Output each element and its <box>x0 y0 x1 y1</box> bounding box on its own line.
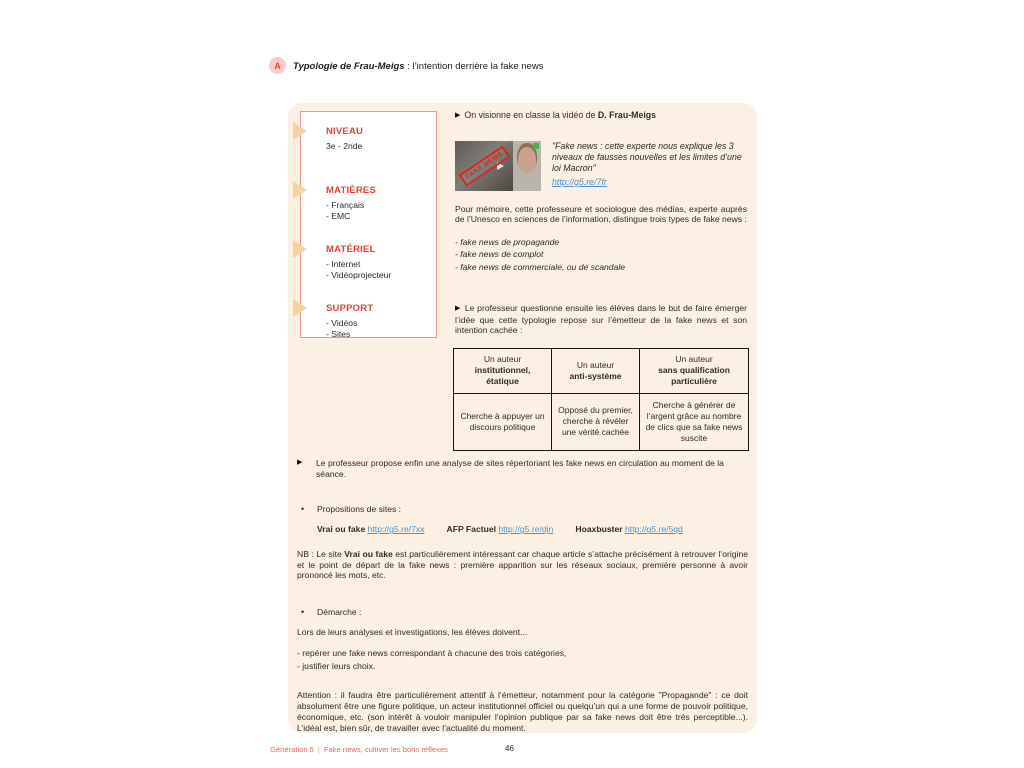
lesson-info-box <box>300 111 437 338</box>
demarche-label <box>297 607 748 618</box>
dot-bullet-icon: • <box>301 504 305 515</box>
site-link[interactable]: http://g5.re/djn <box>498 524 554 535</box>
triangle-marker-icon <box>293 122 307 140</box>
site-name: Hoaxbuster <box>575 524 623 535</box>
info-section-matieres <box>301 185 436 222</box>
site-hoaxbuster <box>575 524 682 535</box>
table-header-row <box>454 348 749 393</box>
info-section-materiel <box>301 244 436 281</box>
questionne-paragraph <box>455 303 747 336</box>
page-title-rest: : l’intention derrière la fake news <box>404 61 544 72</box>
header-bold: sans qualification particulière <box>658 365 730 387</box>
info-section-label: NIVEAU <box>326 126 364 137</box>
table-header-cell <box>552 348 640 393</box>
video-caption <box>552 141 747 191</box>
footer-brand: Génération 5 <box>270 745 314 754</box>
intro-author: D. Frau-Meigs <box>597 110 657 120</box>
page-title <box>293 61 543 72</box>
info-item: - Vidéoprojecteur <box>326 270 392 281</box>
page-title-bold: Typologie de Frau-Meigs <box>293 61 405 72</box>
info-section-items <box>326 200 436 222</box>
type-item: - fake news de propagande <box>455 236 560 247</box>
table-cell: Opposé du premier, cherche à révéler une vérité cachée <box>552 393 640 450</box>
sites-row <box>297 524 748 535</box>
site-vrai-ou-fake <box>317 524 425 535</box>
type-item: - fake news de commerciale, ou de scandale <box>455 262 626 273</box>
info-section-label: MATÉRIEL <box>326 244 376 255</box>
bottom-section <box>297 458 748 733</box>
site-name: AFP Factuel <box>446 524 497 535</box>
table-header-cell <box>640 348 749 393</box>
info-section-support <box>301 303 436 340</box>
info-item: - EMC <box>326 211 351 222</box>
info-section-label: MATIÈRES <box>326 185 376 196</box>
questionne-text: Le professeur questionne ensuite les élèves dans le but de faire émerger l’idée que cette typologie repose sur l’émetteur de la fake news et son intention cachée : <box>455 303 747 336</box>
intro-line <box>455 110 747 122</box>
table-body-row <box>454 393 749 450</box>
play-bullet-icon: ▶ <box>455 305 461 313</box>
video-thumbnail[interactable] <box>455 141 541 191</box>
site-afp-factuel <box>447 524 554 535</box>
propositions-label <box>297 504 748 515</box>
fake-news-stamp: FAKE NEWS <box>459 145 511 186</box>
demarche-item: - justifier leurs choix. <box>297 660 376 671</box>
main-column <box>455 110 747 451</box>
play-bullet-icon: ▶ <box>297 459 303 466</box>
memo-paragraph: Pour mémoire, cette professeure et sociologue des médias, experte auprès de l’Unesco en sciences de l’information, distingue trois types de fake news : <box>455 203 747 225</box>
info-item: 3e - 2nde <box>326 141 363 151</box>
header-bold: institutionnel, étatique <box>474 365 531 387</box>
header-bold: anti-système <box>569 370 622 381</box>
intro-text: On visionne en classe la vidéo de <box>464 110 598 120</box>
dot-bullet-icon: • <box>301 607 305 618</box>
site-link[interactable]: http://g5.re/5qd <box>625 524 683 535</box>
nb-rest: est particulièrement intéressant car chaque article s’attache précisément à retrouver l’origine et le point de départ de la fake news : première apparition sur les réseaux sociaux, première personne à avoir prononcé les mots, etc. <box>297 548 748 581</box>
site-name: Vrai ou fake <box>317 524 366 535</box>
footer-divider: | <box>317 745 320 754</box>
info-section-niveau <box>301 126 436 152</box>
attention-paragraph: Attention : il faudra être particulièrement attentif à l’émetteur, notamment pour la catégorie "Propagande" : ce doit absolument être une figure politique, un acteur institutionnel officiel ou quelqu’un qui a une forme de pouvoir politique, économique, etc. (son intérêt à vouloir manipuler l’opinion publique par sa fake news doit être très perceptible...). L’idéal est, bien sûr, de travailler avec l’actualité du moment. <box>297 690 748 733</box>
nb-bold: Vrai ou fake <box>344 548 393 559</box>
video-row <box>455 141 747 191</box>
demarche-item: - repérer une fake news correspondant à chacune des trois catégories, <box>297 647 567 658</box>
analyse-text: Le professeur propose enfin une analyse de sites répertoriant les fake news en circulation au moment de la séance. <box>316 458 724 479</box>
propositions-text: Propositions de sites : <box>317 504 402 515</box>
nb-prefix: NB : Le site <box>297 548 345 559</box>
demarche-text: Démarche : <box>317 607 362 618</box>
type-item: - fake news de complot <box>455 249 544 260</box>
footer-subtitle: Fake news, cultiver les bons réflexes <box>323 745 448 754</box>
site-link[interactable]: http://g5.re/7xx <box>367 524 425 535</box>
info-section-items <box>326 259 436 281</box>
info-item: - Sites <box>326 329 351 340</box>
triangle-marker-icon <box>293 181 307 199</box>
play-bullet-icon: ▶ <box>455 112 461 119</box>
video-link[interactable]: http://g5.re/7fr <box>552 176 607 187</box>
header-top: Un auteur <box>576 359 615 370</box>
fake-news-types-list <box>455 236 747 275</box>
header-top: Un auteur <box>675 354 713 365</box>
info-item: - Français <box>326 200 365 210</box>
info-item: - Vidéos <box>326 318 358 328</box>
nb-paragraph <box>297 549 748 581</box>
section-badge-a: A <box>269 57 286 74</box>
footer-brand-line <box>270 745 448 754</box>
header-top: Un auteur <box>483 354 522 365</box>
triangle-marker-icon <box>293 240 307 258</box>
table-cell: Cherche à appuyer un discours politique <box>454 393 552 450</box>
info-item: - Internet <box>326 259 361 269</box>
analyse-paragraph <box>297 458 748 479</box>
demarche-intro: Lors de leurs analyses et investigations, les élèves doivent... <box>297 626 528 637</box>
info-section-label: SUPPORT <box>326 303 374 314</box>
video-caption-text: "Fake news : cette experte nous explique les 3 niveaux de fausses nouvelles et les limites d’une loi Macron" <box>552 140 742 174</box>
page-number: 46 <box>505 744 514 753</box>
demarche-items <box>297 647 748 673</box>
typology-table <box>453 348 749 451</box>
table-header-cell <box>454 348 552 393</box>
green-corner-badge <box>533 143 539 149</box>
lesson-panel <box>288 103 757 733</box>
info-section-items <box>326 318 436 340</box>
table-cell: Cherche à générer de l’argent grâce au nombre de clics que sa fake news suscite <box>640 393 749 450</box>
info-section-items <box>326 141 436 152</box>
triangle-marker-icon <box>293 299 307 317</box>
